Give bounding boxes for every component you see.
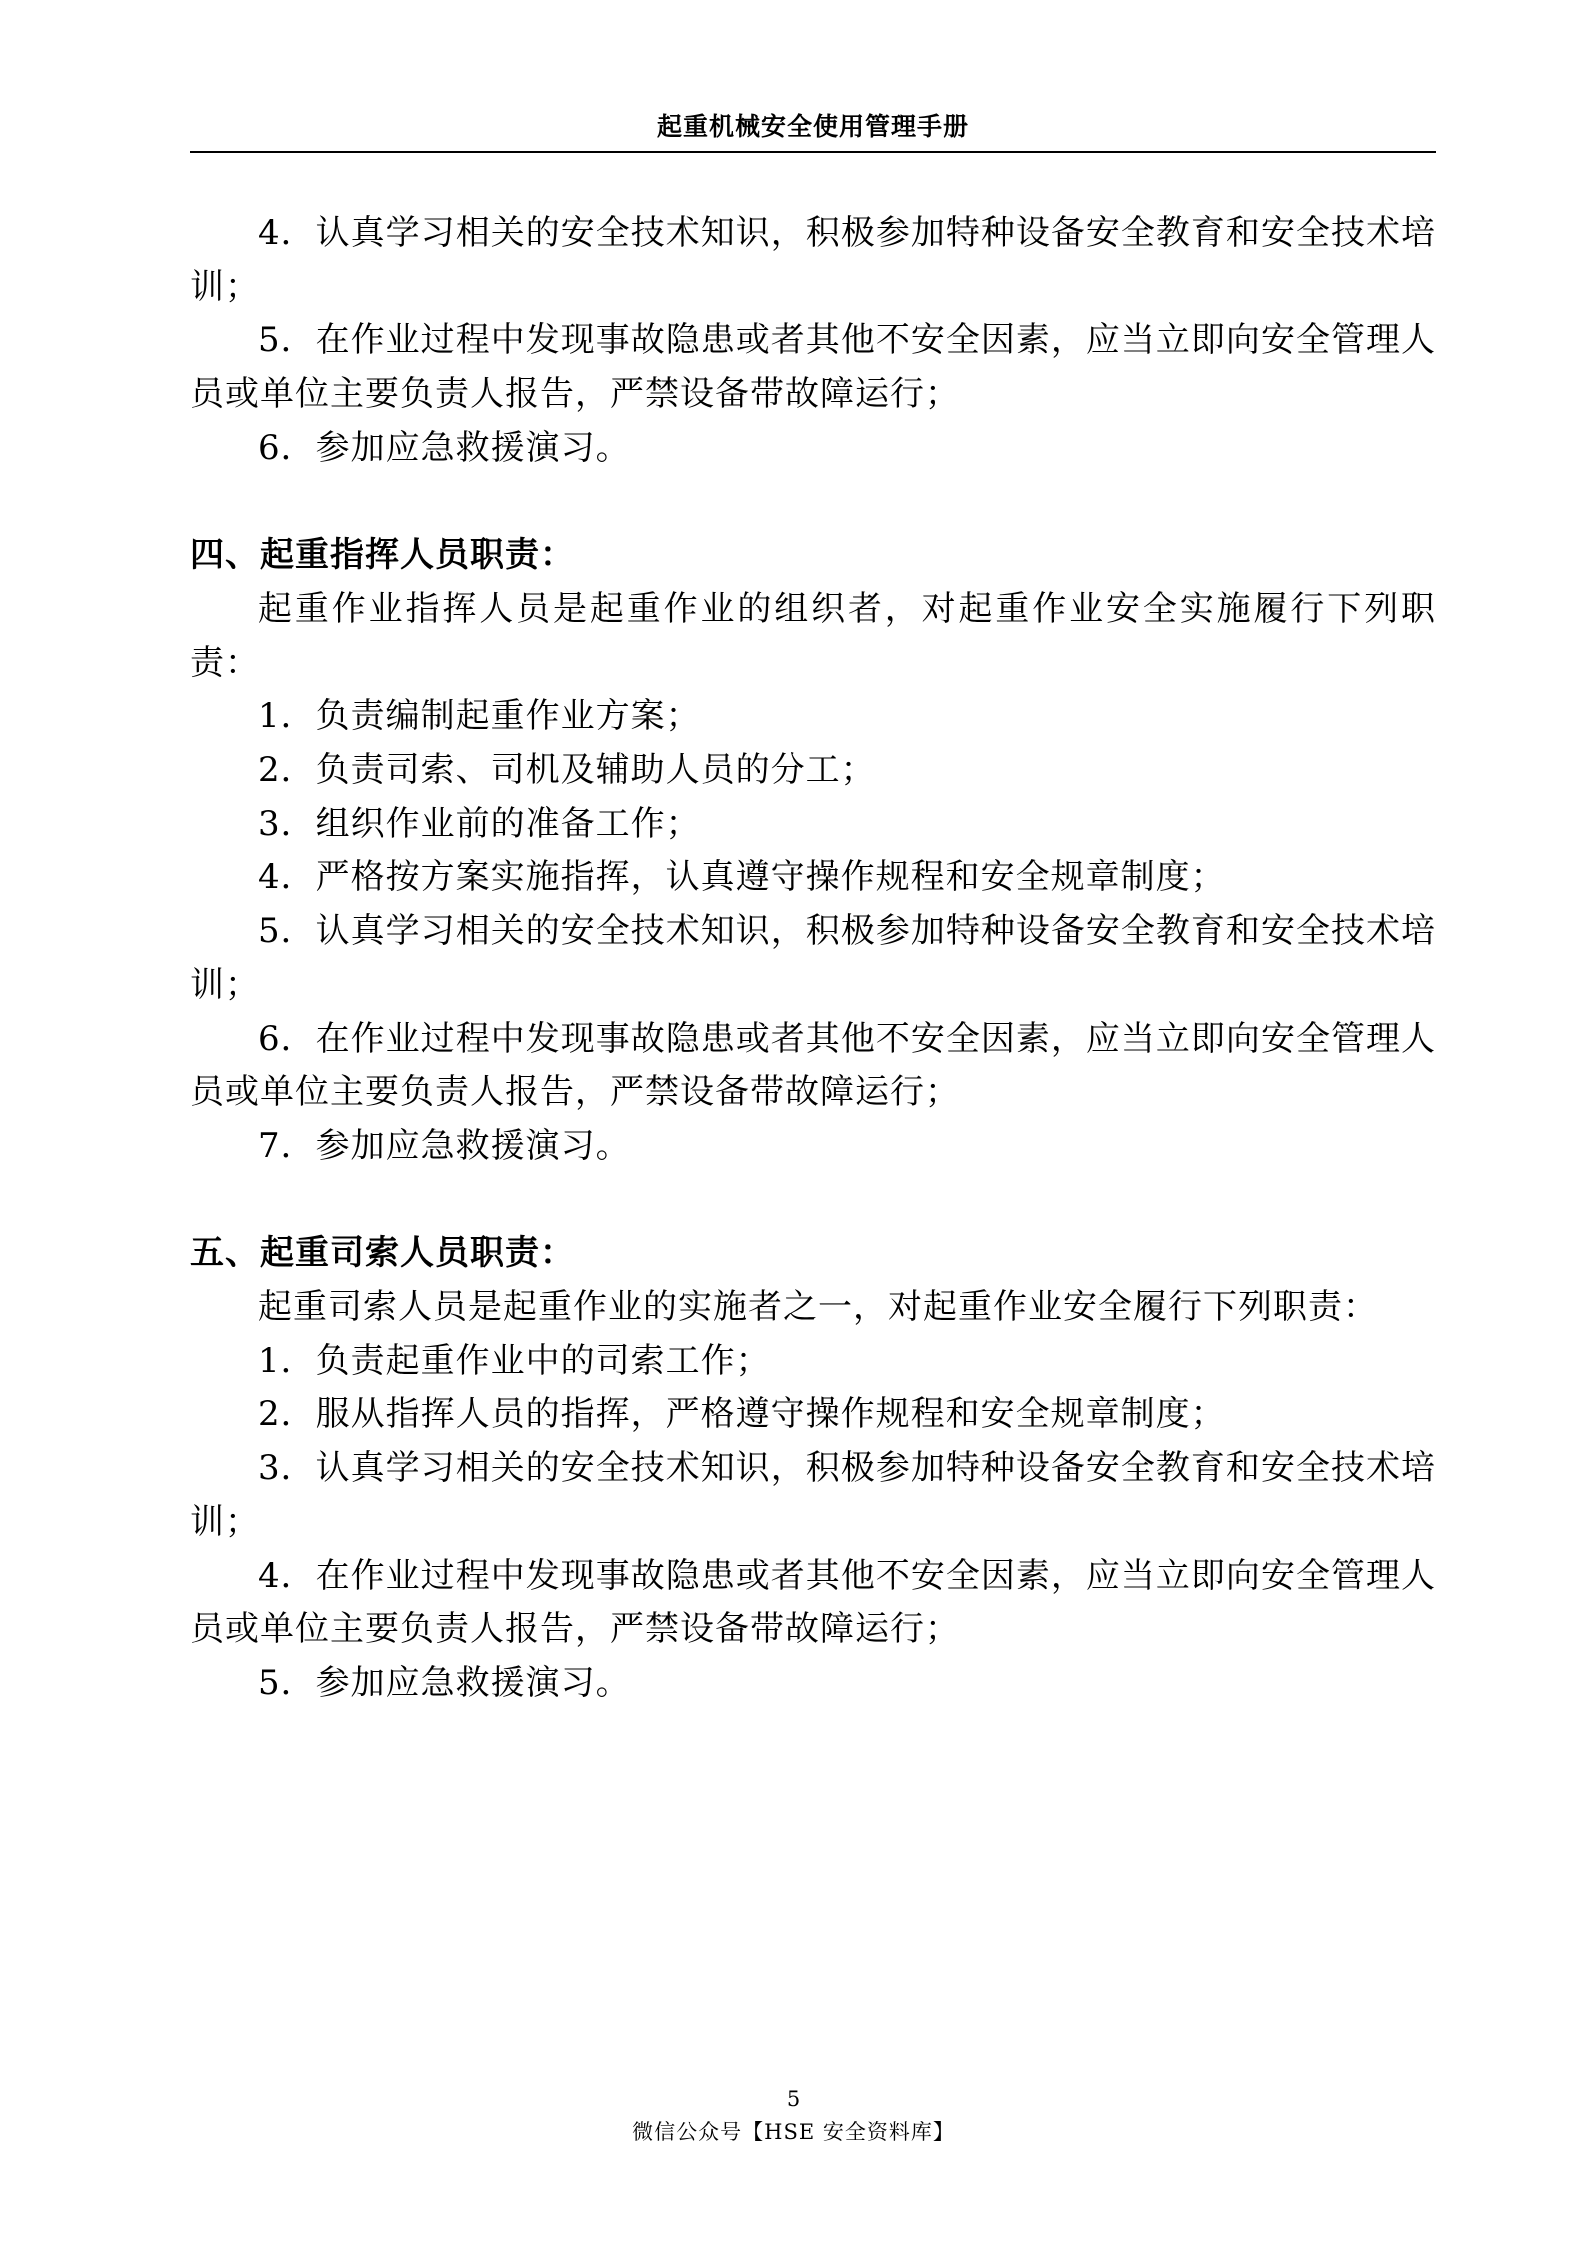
duty-item: 7．参加应急救援演习。 <box>258 1125 631 1166</box>
paragraph-item: 4．认真学习相关的安全技术知识，积极参加特种设备安全教育和安全技术培训； <box>190 213 1436 307</box>
duty-item: 5．认真学习相关的安全技术知识，积极参加特种设备安全教育和安全技术培训； <box>190 911 1436 1005</box>
duty-item: 3．认真学习相关的安全技术知识，积极参加特种设备安全教育和安全技术培训； <box>190 1448 1436 1542</box>
section-intro: 起重司索人员是起重作业的实施者之一，对起重作业安全履行下列职责： <box>258 1287 1378 1328</box>
section-heading-4: 四、起重指挥人员职责： <box>190 535 575 576</box>
section-intro: 起重作业指挥人员是起重作业的组织者，对起重作业安全实施履行下列职责： <box>190 588 1436 683</box>
page-number: 5 <box>786 2087 801 2111</box>
document-body <box>190 207 1436 1711</box>
duty-item: 2．负责司索、司机及辅助人员的分工； <box>258 750 876 791</box>
header-divider <box>190 151 1436 153</box>
duty-item: 3．组织作业前的准备工作； <box>258 803 701 844</box>
page-header-title: 起重机械安全使用管理手册 <box>656 112 969 141</box>
duty-item: 6．在作业过程中发现事故隐患或者其他不安全因素，应当立即向安全管理人员或单位主要负责人报告，严禁设备带故障运行； <box>190 1018 1436 1113</box>
paragraph-item: 6．参加应急救援演习。 <box>258 427 631 468</box>
duty-item: 1．负责起重作业中的司索工作； <box>258 1340 771 1381</box>
duty-item: 2．服从指挥人员的指挥，严格遵守操作规程和安全规章制度； <box>258 1394 1226 1435</box>
section-heading-5: 五、起重司索人员职责： <box>190 1233 575 1274</box>
duty-item: 4．严格按方案实施指挥，认真遵守操作规程和安全规章制度； <box>258 857 1226 898</box>
footer-source-text: 微信公众号【HSE 安全资料库】 <box>632 2120 955 2144</box>
duty-item: 5．参加应急救援演习。 <box>258 1662 631 1703</box>
duty-item: 1．负责编制起重作业方案； <box>258 696 701 737</box>
paragraph-item: 5．在作业过程中发现事故隐患或者其他不安全因素，应当立即向安全管理人员或单位主要负责人报告，严禁设备带故障运行； <box>190 320 1436 415</box>
duty-item: 4．在作业过程中发现事故隐患或者其他不安全因素，应当立即向安全管理人员或单位主要负责人报告，严禁设备带故障运行； <box>190 1555 1436 1650</box>
